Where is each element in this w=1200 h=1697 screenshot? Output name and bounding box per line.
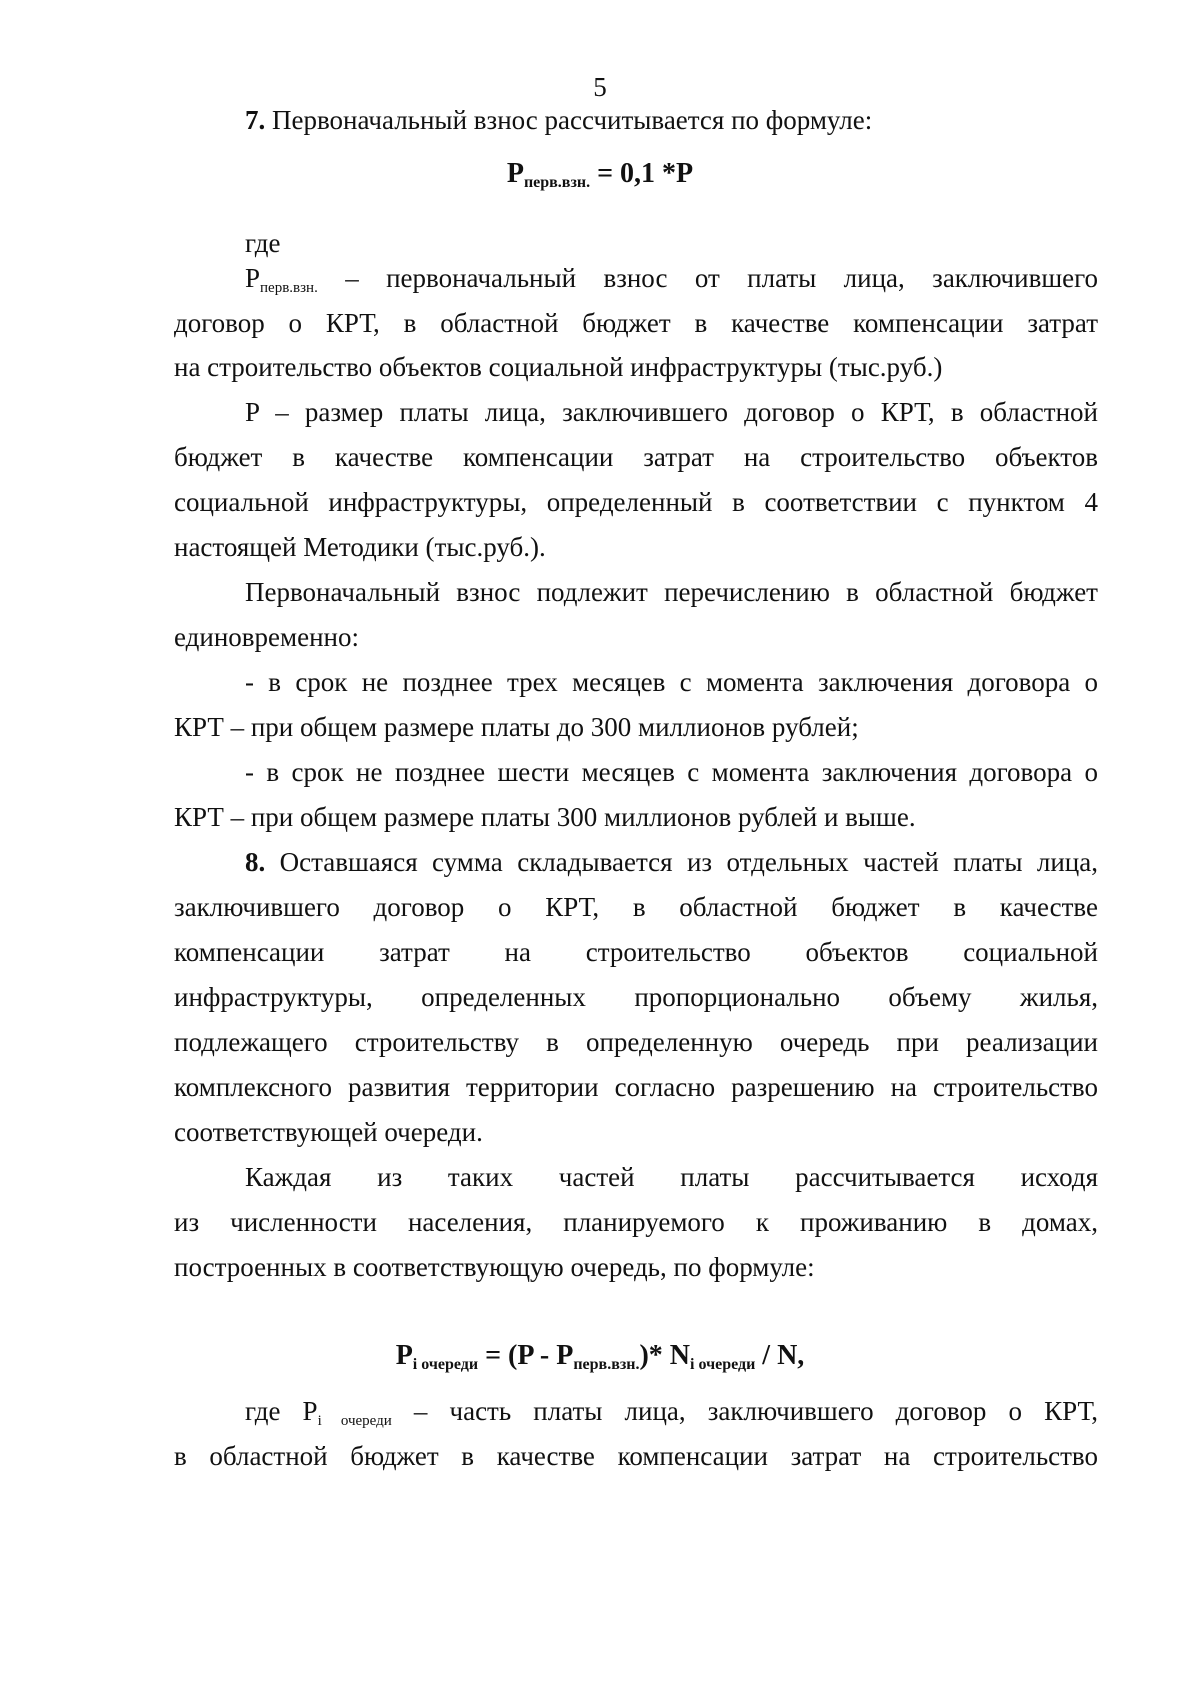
def-pi-line-1 bbox=[245, 1394, 1098, 1428]
formula-queue-part bbox=[0, 1339, 1200, 1373]
page-number: 5 bbox=[593, 72, 607, 102]
item-8-line-1 bbox=[245, 845, 1098, 879]
item-7-heading bbox=[245, 103, 1098, 137]
def-p-line-2: бюджет в качестве компенсации затрат на строительство объектов bbox=[174, 442, 1098, 472]
bullet-2-line-2: КРТ – при общем размере платы 300 миллионов рублей и выше. bbox=[174, 802, 916, 832]
def-pperv-line-1 bbox=[245, 261, 1098, 295]
formula2-eq-open: = (P - P bbox=[478, 1340, 574, 1371]
formula2-close-mult: )* N bbox=[639, 1340, 691, 1371]
def-p-line-4: настоящей Методики (тыс.руб.). bbox=[174, 532, 546, 562]
formula1-lhs-sub: перв.взн. bbox=[523, 174, 591, 191]
each-part-line-3: построенных в соответствующую очередь, по формуле: bbox=[174, 1252, 815, 1282]
item-8-line-2: заключившего договор о КРТ, в областной бюджет в качестве bbox=[174, 892, 1098, 922]
item-7-number: 7. bbox=[245, 105, 266, 135]
formula2-pperv-sub: перв.взн. bbox=[573, 1356, 640, 1373]
def-pperv-symbol: P bbox=[245, 263, 261, 293]
each-part-line-1: Каждая из таких частей платы рассчитывается исходя bbox=[245, 1162, 1098, 1192]
each-part-line-2: из численности населения, планируемого к проживанию в домах, bbox=[174, 1207, 1098, 1237]
def-pperv-line-3: на строительство объектов социальной инфраструктуры (тыс.руб.) bbox=[174, 352, 943, 382]
bullet-1-line-1: - в срок не позднее трех месяцев с момента заключения договора о bbox=[245, 667, 1098, 697]
item-8-line-4: инфраструктуры, определенных пропорционально объему жилья, bbox=[174, 982, 1098, 1012]
formula2-n-sub: i очереди bbox=[690, 1356, 756, 1373]
formula2-tail: / N, bbox=[755, 1340, 805, 1371]
item-8-line-1-text: Оставшаяся сумма складывается из отдельных частей платы лица, bbox=[265, 847, 1098, 877]
formula-initial-payment bbox=[0, 157, 1200, 191]
formula2-lhs: P bbox=[395, 1340, 413, 1371]
def-pi-line-1-text: – часть платы лица, заключившего договор о КРТ, bbox=[391, 1396, 1098, 1426]
item-8-line-7: соответствующей очереди. bbox=[174, 1117, 483, 1147]
def-pi-sub: i очереди bbox=[317, 1413, 392, 1429]
def-p-line-1: P – размер платы лица, заключившего договор о КРТ, в областной bbox=[245, 397, 1098, 427]
def-p-line-3: социальной инфраструктуры, определенный в соответствии с пунктом 4 bbox=[174, 487, 1098, 517]
item-8-line-5: подлежащего строительству в определенную очередь при реализации bbox=[174, 1027, 1098, 1057]
item-8-number: 8. bbox=[245, 847, 266, 877]
item-8-line-6: комплексного развития территории согласно разрешению на строительство bbox=[174, 1072, 1098, 1102]
formula1-lhs: P bbox=[506, 158, 524, 189]
def-pperv-line-2: договор о КРТ, в областной бюджет в качестве компенсации затрат bbox=[174, 308, 1098, 338]
bullet-2-line-1: - в срок не позднее шести месяцев с момента заключения договора о bbox=[245, 757, 1098, 787]
def-pperv-sub: перв.взн. bbox=[260, 280, 318, 296]
transfer-line-2: единовременно: bbox=[174, 622, 359, 652]
def-pi-prefix: где P bbox=[245, 1396, 318, 1426]
bullet-1-line-2: КРТ – при общем размере платы до 300 миллионов рублей; bbox=[174, 712, 859, 742]
def-pperv-line-1-text: – первоначальный взнос от платы лица, заключившего bbox=[317, 263, 1098, 293]
transfer-line-1: Первоначальный взнос подлежит перечислению в областной бюджет bbox=[245, 577, 1098, 607]
item-7-text: Первоначальный взнос рассчитывается по формуле: bbox=[265, 105, 873, 135]
formula2-lhs-sub: i очереди bbox=[412, 1356, 479, 1373]
item-8-line-3: компенсации затрат на строительство объектов социальной bbox=[174, 937, 1098, 967]
where-word: где bbox=[245, 228, 281, 258]
formula1-rhs: = 0,1 *P bbox=[590, 158, 694, 189]
def-pi-line-2: в областной бюджет в качестве компенсации затрат на строительство bbox=[174, 1441, 1098, 1471]
